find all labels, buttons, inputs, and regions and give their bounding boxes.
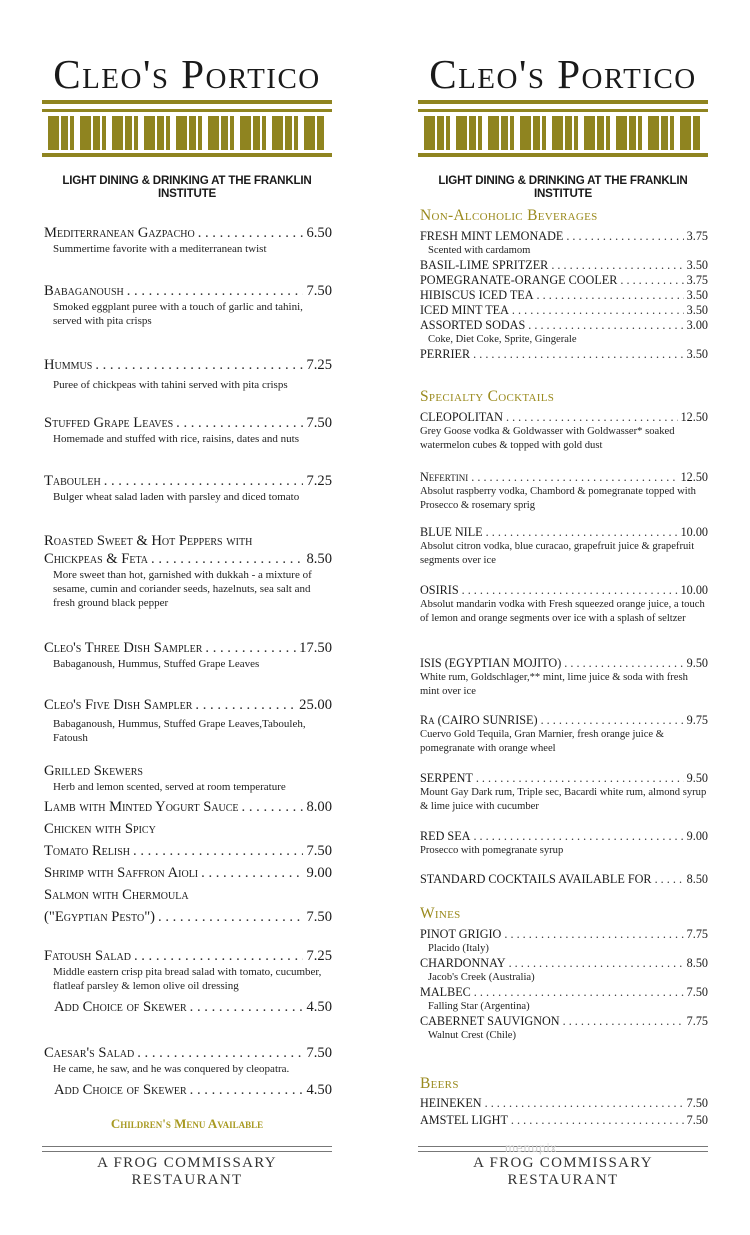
menu-item — [44, 1044, 332, 1099]
menu-item — [44, 696, 332, 745]
drinks-list-wines — [420, 927, 708, 1043]
item-price: 7.25 — [306, 357, 332, 373]
cocktail-item — [420, 656, 708, 699]
item-description: Homemade and stuffed with rice, raisins, dates and nuts — [53, 433, 300, 445]
skewers-section — [44, 762, 332, 926]
drink-price: 8.50 — [686, 956, 708, 970]
drink-price: 9.50 — [686, 771, 708, 785]
drink-price: 7.50 — [686, 1113, 708, 1127]
footer-text: A FROG COMMISSARY RESTAURANT — [97, 1155, 277, 1188]
watermark: menupix — [505, 1141, 558, 1155]
drink-price: 3.75 — [686, 273, 708, 287]
wines-heading: Wines — [420, 905, 461, 922]
drink-description: Falling Star (Argentina) — [428, 1001, 530, 1012]
drink-name: Nefertini — [420, 470, 469, 484]
drink-description: Prosecco with pomegranate syrup — [420, 845, 564, 856]
item-description: He came, he saw, and he was conquered by cleopatra. — [53, 1063, 290, 1075]
drink-name: PINOT GRIGIO — [420, 927, 502, 941]
restaurant-logo-title: Cleo's Portico — [429, 51, 697, 97]
cocktail-item — [420, 583, 708, 626]
cocktail-item — [420, 713, 708, 756]
menu-item — [44, 639, 332, 671]
drinks-menu-column — [418, 0, 708, 1235]
childrens-menu-note: Children's Menu Available — [110, 1116, 264, 1131]
drink-description: Absolut raspberry vodka, Chambord & pomegranate topped with Prosecco & rosemary sprig — [420, 486, 696, 511]
drink-name: FRESH MINT LEMONADE — [420, 229, 564, 243]
drink-name: STANDARD COCKTAILS AVAILABLE FOR — [420, 872, 652, 886]
drink-price: 9.50 — [686, 656, 708, 670]
addon-name: Add Choice of Skewer — [54, 999, 187, 1015]
drink-name: CLEOPOLITAN — [420, 410, 503, 424]
cocktail-item — [420, 525, 708, 568]
item-price: 9.00 — [306, 865, 332, 881]
item-name: Fatoush Salad — [44, 948, 131, 964]
drink-price: 3.50 — [686, 258, 708, 272]
drink-price: 12.50 — [680, 470, 708, 484]
drink-name: HIBISCUS ICED TEA — [420, 288, 534, 302]
cocktail-item — [420, 829, 708, 858]
item-price: 8.00 — [306, 799, 332, 815]
menu-item — [44, 356, 332, 392]
item-name: Salmon with Chermoula — [44, 887, 189, 903]
drink-price: 10.00 — [680, 583, 708, 597]
drink-price: 3.50 — [686, 303, 708, 317]
item-name: Caesar's Salad — [44, 1045, 135, 1061]
tagline: LIGHT DINING & DRINKING AT THE FRANKLIN INSTITUTE — [62, 174, 312, 200]
item-price: 7.50 — [306, 909, 332, 925]
addon-price: 4.50 — [306, 999, 332, 1015]
item-description: More sweet than hot, garnished with dukkah - a mixture of sesame, cumin and coriander seeds, hazelnuts, sea salt and fresh ground black pepper — [53, 569, 312, 609]
item-description: Bulger wheat salad laden with parsley and diced tomato — [53, 491, 300, 503]
footer-rule — [418, 1146, 708, 1152]
drink-name: MALBEC — [420, 985, 471, 999]
drink-name: HEINEKEN — [420, 1096, 482, 1110]
drink-price: 3.50 — [686, 288, 708, 302]
drink-price: 3.50 — [686, 347, 708, 361]
item-price: 7.50 — [306, 283, 332, 299]
drink-name: Ra (CAIRO SUNRISE) — [420, 713, 538, 727]
cocktail-item — [420, 410, 708, 453]
menu-item — [44, 472, 332, 504]
cocktails-heading: Specialty Cocktails — [420, 388, 555, 405]
drink-description: Absolut mandarin vodka with Fresh squeezed orange juice, a touch of lemon and orange segments over ice with a splash of seltzer — [420, 599, 705, 624]
beers-heading: Beers — [420, 1075, 459, 1092]
item-name: Mediterranean Gazpacho — [44, 225, 195, 241]
item-name: Chicken with Spicy — [44, 821, 156, 837]
item-price: 17.50 — [299, 640, 332, 656]
menu-item — [44, 947, 332, 1016]
addon-name: Add Choice of Skewer — [54, 1082, 187, 1098]
drink-name: BASIL-LIME SPRITZER — [420, 258, 549, 272]
drink-name: CABERNET SAUVIGNON — [420, 1014, 560, 1028]
drink-description: Walnut Crest (Chile) — [428, 1030, 516, 1041]
drink-description: Absolut citron vodka, blue curacao, grapefruit juice & grapefruit segments over ice — [420, 541, 695, 566]
drink-description: Mount Gay Dark rum, Triple sec, Bacardi white rum, almond syrup & lime juice with cucumber — [420, 787, 707, 812]
drink-name: CHARDONNAY — [420, 956, 506, 970]
menu-item — [44, 224, 332, 256]
portico-columns-icon — [42, 100, 332, 158]
item-description: Smoked eggplant puree with a touch of garlic and tahini, served with pita crisps — [53, 301, 303, 327]
item-name: Cleo's Three Dish Sampler — [44, 640, 203, 656]
item-description: Babaganoush, Hummus, Stuffed Grape Leaves — [53, 658, 260, 670]
drink-name: PERRIER — [420, 347, 471, 361]
item-name: Hummus — [44, 357, 93, 373]
item-description: Middle eastern crisp pita bread salad with tomato, cucumber, flatleaf parsley & lemon olive oil dressing — [53, 966, 322, 992]
item-name: Chickpeas & Feta — [44, 551, 149, 567]
item-name: Babaganoush — [44, 283, 124, 299]
drink-name: OSIRIS — [420, 583, 459, 597]
item-price: 7.25 — [306, 473, 332, 489]
drink-price: 3.75 — [686, 229, 708, 243]
drink-description: Coke, Diet Coke, Sprite, Gingerale — [428, 334, 577, 345]
cocktail-item — [420, 771, 708, 814]
menu-item — [44, 414, 332, 446]
item-description: Babaganoush, Hummus, Stuffed Grape Leaves,Tabouleh, Fatoush — [53, 718, 306, 744]
drink-description: Cuervo Gold Tequila, Gran Marnier, fresh orange juice & pomegranate with orange wheel — [420, 729, 664, 754]
drink-price: 7.75 — [686, 1014, 708, 1028]
item-name: Shrimp with Saffron Aioli — [44, 865, 199, 881]
drink-name: POMEGRANATE-ORANGE COOLER — [420, 273, 618, 287]
drink-name: BLUE NILE — [420, 525, 483, 539]
item-price: 7.50 — [306, 1045, 332, 1061]
drink-name: RED SEA — [420, 829, 471, 843]
drink-description: Placido (Italy) — [428, 943, 489, 954]
item-description: Puree of chickpeas with tahini served with pita crisps — [53, 379, 288, 391]
drinks-list-non-alcoholic — [420, 229, 708, 362]
drink-name: AMSTEL LIGHT — [420, 1113, 508, 1127]
menu-item — [44, 282, 332, 328]
menu-item — [44, 532, 332, 610]
drink-description: Jacob's Creek (Australia) — [428, 972, 535, 983]
drink-description: Scented with cardamom — [428, 245, 531, 256]
item-name: Roasted Sweet & Hot Peppers with — [44, 533, 253, 549]
item-price: 7.25 — [306, 948, 332, 964]
tagline: LIGHT DINING & DRINKING AT THE FRANKLIN INSTITUTE — [438, 174, 688, 200]
drink-price: 7.50 — [686, 985, 708, 999]
drink-name: ISIS (EGYPTIAN MOJITO) — [420, 656, 562, 670]
cocktail-item — [420, 872, 708, 887]
item-price: 6.50 — [306, 225, 332, 241]
item-name: Tomato Relish — [44, 843, 131, 859]
item-name: Cleo's Five Dish Sampler — [44, 697, 193, 713]
food-menu-column — [42, 0, 332, 1235]
item-price: 7.50 — [306, 843, 332, 859]
skewers-heading: Grilled Skewers — [44, 763, 143, 779]
skewers-description: Herb and lemon scented, served at room temperature — [53, 781, 286, 793]
drink-price: 12.50 — [680, 410, 708, 424]
drink-description: White rum, Goldschlager,** mint, lime juice & soda with fresh mint over ice — [420, 672, 688, 697]
item-price: 25.00 — [299, 697, 332, 713]
non-alcoholic-heading: Non-Alcoholic Beverages — [420, 207, 598, 224]
footer-rule — [42, 1146, 332, 1152]
drink-price: 9.75 — [686, 713, 708, 727]
cocktail-item — [420, 470, 708, 513]
portico-columns-icon — [418, 100, 708, 158]
drink-name: SERPENT — [420, 771, 473, 785]
drink-price: 7.50 — [686, 1096, 708, 1110]
drink-price: 9.00 — [686, 829, 708, 843]
drink-name: ICED MINT TEA — [420, 303, 509, 317]
addon-price: 4.50 — [306, 1082, 332, 1098]
drinks-list-beers — [420, 1096, 708, 1128]
item-name: Stuffed Grape Leaves — [44, 415, 174, 431]
footer-text: A FROG COMMISSARY RESTAURANT — [473, 1155, 653, 1188]
drink-name: ASSORTED SODAS — [420, 318, 526, 332]
drink-price: 8.50 — [686, 872, 708, 886]
item-name: Lamb with Minted Yogurt Sauce — [44, 799, 239, 815]
item-price: 7.50 — [306, 415, 332, 431]
item-name: ("Egyptian Pesto") — [44, 909, 156, 925]
drink-description: Grey Goose vodka & Goldwasser with Goldwasser* soaked watermelon cubes & topped with gold dust — [420, 426, 675, 451]
restaurant-logo-title: Cleo's Portico — [53, 51, 321, 97]
item-price: 8.50 — [306, 551, 332, 567]
item-name: Tabouleh — [44, 473, 101, 489]
drink-price: 10.00 — [680, 525, 708, 539]
drink-price: 3.00 — [686, 318, 708, 332]
item-description: Summertime favorite with a mediterranean twist — [53, 243, 267, 255]
drink-price: 7.75 — [686, 927, 708, 941]
